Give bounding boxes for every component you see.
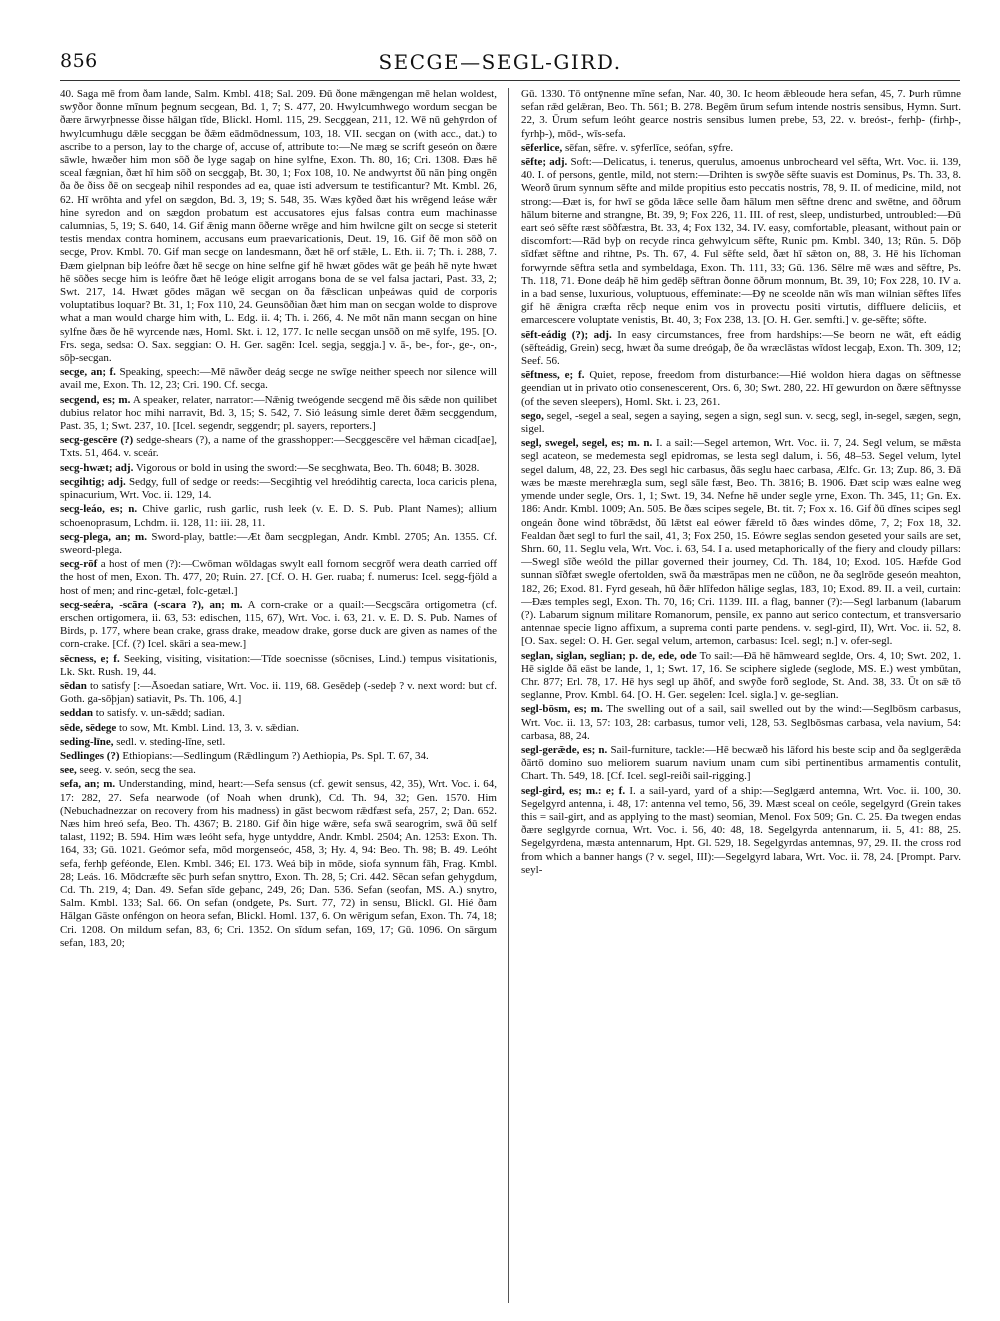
header-rule (60, 80, 960, 81)
dictionary-entry (60, 366, 497, 392)
dictionary-entry (521, 156, 961, 328)
dictionary-entry (60, 653, 497, 679)
entry-text: segel, -segel a seal, segen a saying, segen a sign, segl sun. v. secg, segl, in-segel, sægen, segn, sigel. (521, 409, 961, 436)
dictionary-entry (521, 744, 961, 784)
entry-headword: Sedlinges (?) (60, 749, 120, 762)
entry-headword: seding-līne, (60, 735, 114, 748)
entry-text: The swelling out of a sail, sail swelled out by the wind:—Seglbōsm carbasus, Wrt. Voc. ii. 13, 57: 103, 28: carbasus, tumor veli, 128, 53. Seglbōsmas carbasa, vela navium, 54: carbasa, 88, 24. (521, 703, 961, 742)
entry-headword: sefa, an; m. (60, 778, 116, 791)
entry-text: I. a sail-yard, yard of a ship:—Seglgærd antemna, Wrt. Voc. ii. 100, 30. Segelgyrd antenna, i. 48, 17: antenna vel temo, 56, 39. Mæst sceal on ceóle, segelgyrd (Grein takes this = sail-girt, and as applying to the mast) seomian, Menol. Fox 509; Gn. C. 25. Ða twegen endas ðære seglgyrde cornua, Wrt. Voc. i. 56, 40: 48, 18. Segelgyrda antennarum, ii. 5, 41: 88, 25. Segelgyrdena, mæsta antennarum, Hpt. Gl. 529, 18. Segelgyrdas antemnas, 97, 29. II. the cross rod from which a banner hangs (? v. segel, III):—Segelgyrd labara, Wrt. Voc. ii. 78, 24. [Prompt. Parv. seyl- (521, 784, 961, 876)
entry-headword: sēfte; adj. (521, 156, 568, 169)
entry-headword: secg-seǽra, -scāra (-scara ?), an; m. (60, 598, 243, 611)
entry-text: Ethiopians:—Sedlingum (Rǣdlingum ?) Aethiopia, Ps. Spl. T. 67, 34. (119, 749, 429, 762)
dictionary-entry (60, 764, 497, 777)
entry-headword: segl-gerǣde, es; n. (521, 743, 608, 756)
entry-headword: segl, swegel, segel, es; m. n. (521, 437, 653, 450)
dictionary-entry (521, 785, 961, 877)
entry-headword: sego, (521, 409, 544, 422)
dictionary-entry (60, 722, 497, 735)
dictionary-entry (60, 599, 497, 652)
entry-text: Vigorous or bold in using the sword:—Se secghwata, Beo. Th. 6048; B. 3028. (133, 461, 480, 474)
entry-headword: segl-bōsm, es; m. (521, 703, 603, 716)
entry-text: Sedgy, full of sedge or reeds:—Secgihtig vel hreódihtig carecta, loca caricis plena, spinacurium, Wrt. Voc. ii. 129, 14. (60, 475, 497, 502)
dictionary-entry (60, 88, 497, 365)
dictionary-entry (60, 750, 497, 763)
entry-text: Sword-play, battle:—Æt ðam secgplegan, Andr. Kmbl. 2705; An. 1355. Cf. sweord-plega. (60, 530, 497, 556)
page-header (0, 50, 1000, 76)
entry-headword: secgihtig; adj. (60, 475, 126, 488)
entry-text: sedl. v. steding-līne, setl. (113, 735, 226, 748)
dictionary-entry (521, 329, 961, 369)
entry-headword: secg-rōf (60, 558, 98, 571)
dictionary-entry (60, 531, 497, 557)
entry-text: 40. Saga mē from ðam lande, Salm. Kmbl. 418; Sal. 209. Ðū ðone mǣngengan mē helan woldest, swȳðor ðonne mīnum þegnum secgean, Bd. 1, 7; S. 477, 20. Hwylcumhwego wordum secgan be ðære ārwyrþnesse ðisse hālgan tīde, Blickl. Homl. 115, 29. Secggean, 211, 12. Wē nū gehȳrdon of hwylcumhugu dǣle secggan be ðǣm eādmōdnessum, 103, 18. VII. secgan on (with acc., dat.) to ascribe to a person, lay to the charge of, accuse of, attribute to:—Ne mæg se scrift geseón on ðære sāwle, hwæðer him mon sōð ðe lyge sagaþ on hine sylfne, Exon. Th. 80, 16; Cri. 1308. Ðæs hē sceal fægnian, ðæt hī him sōð on secggaþ, Bt. 30, 1; Fox 108, 10. Ne andwyrtst ðū nān þing ongēn ða ðe ðiss ðē on secgeaþ nihil respondes ad ea, quae isti adversum te testificantur? Mt. Kmbl. 26, 62. Hī wrōhta and yfel on sægdon, Bd. 3, 19; S. 548, 35. Wæs kȳðed ðæt his wrēgend leáse wǣr hine syredon and on sægdon probatum est accusatores ejus falsas contra eum machinasse calumnias, 5, 19; S. 640, 14. Gif ǣnig mann ōðerne wrēge and him hwilcne gilt on secge si steterit testis mendax contra hominem, accusans eum praevaricationis, Deut. 19, 16. Gif ðē mon sōð on secge, Prov. Kmbl. 70. Gif man secge on landesmann, ðæt hē orf stǣle, L. Eth. ii. 7; Th. i. 288, 7. Ðæm gielpnan biþ leófre ðæt hē secge on hine selfne gif hē hwæt gōdes wāt ge þeáh hē nyte hwæt hē sōðes secge him is leófre ðæt hē leóge eligit arrogans bona de se vel falsa jactari, Past. 33, 2; Swt. 217, 14. Hwæt gōdes māgan wē secgan on ða fǣsclican unþeáwas quid de corporis voluptatibus loquar? Bt. 31, 1; Fox 110, 24. Geunsōðian ðæt him man on secgan wolde to disprove what a man would charge him with, L. Edg. ii. 4; Th. i. 266, 4. Ne mōt nān mann secgan on hine sylfne ðæs ðe hē wyrcende næs, Homl. Skt. i. 12, 177. Ic nelle secgan unsōð on mē sylfe, 195. [O. Frs. sega, sedsa: O. Sax. seggian: O. H. Ger. sagēn: Icel. segja, seggja.] v. ā-, be-, for-, ge-, on-, sōþ-secgan. (60, 88, 497, 365)
entry-headword: secg-leáo, es; n. (60, 503, 138, 516)
entry-text: A corn-crake or a quail:—Secgscāra ortigometra (cf. erschen ortigomera, ii. 63, 53: edischen, 115, 67), Wrt. Voc. i. 63, 21. v. E. D. S. Pub. Names of Birds, p. 177, where bean crake, grass drake, meadow drake, gorse duck are given as names of the corn-crake. [Cf. (?) Icel. skāri a sea-mew.] (60, 598, 497, 651)
dictionary-entry (60, 503, 497, 529)
dictionary-entry (521, 437, 961, 648)
entry-headword: see, (60, 764, 77, 777)
dictionary-entry (60, 736, 497, 749)
dictionary-entry (60, 778, 497, 950)
entry-text: I. a sail:—Segel artemon, Wrt. Voc. ii. 7, 24. Segl velum, se mǣsta segl acateon, se medemesta segl epidromas, se lesta segl dalum, i. 56, 48–53. Segel velum, lytel segel dalum, 48, 22, 23. Ðes segl hic carbasus, ðās seglu haec carbasa, Ælfc. Gr. 13; Zup. 86, 3. Ðā wæs be mæste merehrægla sum, segl sāle fæst, Beo. Th. 3816; B. 1906. Ðæt scip wæs ealne weg ymende under segle, Ors. 1, 1; Swt. 19, 34. Nefne hē under segle yrne, Exon. Th. 345, 11; Gn. Ex. 186: Andr. Kmbl. 1009; An. 505. Be ðæs scipes segele, Bt. tit. 7; Fox x. 16. Gif ðū dīnes scipes segl ongeán ðone wind tōbrǣdst, ðū lǣtst eal eówer fǣreld tō ðæs windes dōme, 7, 2; Fox 18, 32. Fealdan ðæt segl to furl the sail, 41, 3; Fox 250, 15. Eówre seglas sendon geseted your sails are set, Shrn. 60, 11. Seglu vela, Wrt. Voc. i. 63, 54. I a. used metaphorically of the fiery and cloudy pillars:—Swegl sīðe weóld the pillar governed their journey, Cd. Th. 184, 10; Exod. 105. Hæfde God sunnan sīðfæt swegle ofertolden, swā ða mæstrāpas men ne cūðon, ne ða seglrōde geseón meahton, 182, 26; Exod. 81. Fyrd geseah, hū ðǣr hlīfedon hālige seglas, 183, 10; Exod. 89. II. a veil, curtain:—Ðæs temples segl, Exon. Th. 70, 16; Cri. 1139. III. a flag, banner (?):—Segl larbanum (labarum (?). Labarum signum militare Romanorum, pensile, ex panno aut serico contectum, et transversario antennae specie ligno affixum, a suprema conti parte pendens. v. segl-gird, II), Wrt. Voc. ii. 52, 8. [O. Sax. segel: O. H. Ger. segal velum, artemon, carbasus: Icel. segl; n.] v. ofer-segl. (521, 437, 961, 648)
entry-headword: seglan, siglan, seglian; p. de, ede, ode (521, 649, 697, 662)
entry-text: In easy circumstances, free from hardships:—Se beorn ne wāt, eft eádig (sēfteádig, Grein) secg, hwæt ða sume dreógaþ, ðe ða wræclāstas wīdost lecgaþ, Exon. Th. 309, 12; Seef. 56. (521, 328, 961, 368)
entry-text: Gū. 1330. Tō ontȳnenne mīne sefan, Nar. 40, 30. Ic heom ǣbleoude hera sefan, 45, 7. Þurh rūmne sefan rǣd gelǣran, Beo. Th. 561; B. 278. Begēm ūrum sefum intende nostris sensibus, Hymn. Surt. 22, 3. Ūrum sefum leóht gearce nostris sensibus lumen prebe, 53, 22. v. breóst-, ferhþ- (firhþ-, fyrhþ-), mōd-, wīs-sefa. (521, 88, 961, 140)
entry-text: Chive garlic, rush garlic, rush leek (v. E. D. S. Pub. Plant Names); allium schoenoprasum, Lchdm. ii. 128, 11: iii. 28, 11. (60, 503, 497, 529)
entry-text: sedge-shears (?), a name of the grasshopper:—Secggescēre vel hǣman cicad[ae], Txts. 51, 464. v. sceár. (60, 434, 497, 460)
entry-text: sēfan, sēfre. v. sȳferlīce, seófan, sȳfre. (562, 141, 734, 154)
entry-headword: sēft-eádig (?); adj. (521, 328, 612, 341)
entry-headword: segl-gird, es; m.: e; f. (521, 784, 626, 797)
entry-headword: sēcness, e; f. (60, 652, 120, 665)
dictionary-entry (60, 707, 497, 720)
entry-text: to sow, Mt. Kmbl. Lind. 13, 3. v. sǣdian. (116, 721, 300, 734)
entry-text: Sail-furniture, tackle:—Hē becwæð his lāford his beste scip and ða seglgerǣda ðārtō domino suo meliorem suarum navium unam cum sibi pertinentibus armamentis contulit, Chart. Th. 549, 18. [Cf. Icel. segl-reiði sail-rigging.] (521, 743, 961, 783)
dictionary-entry (60, 462, 497, 475)
entry-text: to satisfy [:—Āsoedan satiare, Wrt. Voc. ii. 119, 68. Gesēdeþ (-sedeþ ? v. next word: but cf. Goth. ga-sōþjan) satiavit, Ps. Th. 106, 4.] (60, 679, 497, 706)
dictionary-entry (60, 476, 497, 502)
dictionary-entry (521, 703, 961, 743)
entry-text: a host of men (?):—Cwōman wōldagas swylt eall fornom secgrōf wera death carried off the host of men, Exon. Th. 477, 20; Ruin. 27. [Cf. O. H. Ger. ruaba; f. numerus: Icel. segg-fjöld a host of men; and rinc-getæl, folc-getæl.] (60, 558, 497, 597)
entry-headword: secg-hwæt; adj. (60, 461, 134, 474)
entry-text: Understanding, mind, heart:—Sefa sensus (cf. gewit sensus, 42, 35), Wrt. Voc. i. 64, 17: 282, 27. Sefa nearwode (of Noah when drunk), Cd. Th. 94, 32; Gen. 1570. Him (Nebuchadnezzar on recovery from his madness) in gāst becwom rǣdfæst sefa, 257, 2; Dan. 652. Næs him hreó sefa, Beo. Th. 4367; B. 2180. Gif ðin hige wǣre, sefa swā searogrim, swā ðū self talast, 1192; B. 594. Him wæs leóht sefa, hyge untyddre, Andr. Kmbl. 2504; An. 1253: Exon. Th. 164, 33; Gū. 1021. Geómor sefa, mōd morgenseóc, 458, 3; Hy. 4, 94: Beo. Th. 98; B. 49. Leóht sefa, ferhþ geféonde, Elen. Kmbl. 346; El. 173. Weá biþ in mōde, siofa synnum fāh, Frag. Kmbl. 28; Leás. 16. Mōdcræfte sēc þurh sefan snyttro, Exon. Th. 28, 5; Cri. 442. Sēcan sefan gehygdum, Cd. Th. 219, 4; Dan. 49. Sefan sīde geþanc, 249, 26; Dan. 536. Sefan (seofan, MS. A.) snytro, Salm. Kmbl. 133; Sal. 66. On sefan (ondgete, Ps. Surt. 77, 72) in sensu, Blickl. Gl. Hié ðam Hālgan Gāste onféngon on heora sefan, Blickl. Homl. 137, 6. On wērigum sefan, Exon. Th. 74, 18; Cri. 1208. On mildum sefan, 83, 6; Cri. 1352. On sīdum sefan, 169, 17; Gū. 1096. On sārgum sefan, 183, 20; (60, 778, 497, 949)
column-divider (508, 88, 509, 1303)
entry-headword: sēdan (60, 679, 87, 692)
entry-headword: secg-plega, an; m. (60, 530, 147, 543)
page-number: 856 (60, 50, 98, 72)
entry-text: seeg. v. seón, secg the sea. (76, 764, 196, 777)
dictionary-entry (521, 410, 961, 436)
entry-text: to satisfy. v. un-sǣdd; sadian. (93, 707, 225, 720)
entry-headword: sēftness, e; f. (521, 369, 585, 382)
entry-headword: secge, an; f. (60, 366, 116, 379)
entry-text: To sail:—Ðā hē hāmweard seglde, Ors. 4, 10; Swt. 202, 1. Hē siglde ðā eāst be lande, 1, 1; Swt. 17, 16. Se sciphere siglede (seglode, MS. E.) west ymbūtan, Chr. 877; Erl. 78, 17. Hē hys segl up āhōf, and swȳðe forð seglode, St. And. 38, 33. Ūt on sǣ tō seglanne, Prov. Kmbl. 64. [O. H. Ger. segelen: Icel. sigla.] v. ge-seglian. (521, 649, 961, 702)
dictionary-entry (521, 88, 961, 141)
entry-headword: seddan (60, 707, 94, 720)
dictionary-entry (60, 434, 497, 460)
dictionary-entry (60, 680, 497, 706)
dictionary-entry (521, 142, 961, 155)
running-head: SECGE—SEGL-GIRD. (378, 50, 622, 74)
entry-text: Quiet, repose, freedom from disturbance:—Hié woldon hiera dagas on sēftnesse geendian ut in privato otio consenescerent, Ors. 6, 30; Swt. 280, 22. Hī gewurdon on ðære sēftnysse (of the seven sleepers), Homl. Skt. i. 23, 261. (521, 369, 961, 408)
dictionary-entry (60, 558, 497, 598)
entry-text: A speaker, relater, narrator:—Nǣnig tweógende secgend mē ðis sǣde non quilibet dubius relator hoc mihi narravit, Bd. 3, 15; S. 542, 7. Sió leásung simle deret ðǣm secggendum, Past. 35, 1; Swt. 237, 10. [Icel. segendr, seggendr; pl. sayers, reporters.] (60, 393, 497, 433)
entry-headword: sēferlice, (521, 141, 563, 154)
entry-text: Soft:—Delicatus, i. tenerus, querulus, amoenus unbrocheard vel sēfta, Wrt. Voc. ii. 139, 40. I. of persons, gentle, mild, not stern:—Drihten is swȳðe sēfte suavis est Dominus, Ps. Th. 33, 8. Weorð ūrum synnum sēfte and milde propitius esto peccatis nostris, 78, 9. II. of medicine, mild, not strong:—Ðæt is, for hwī se gōda lǣce selle ðam hālum men sēftne drenc and swētne, and ōðrum hālum biterne and strangne, Bt. 39, 9; Fox 226, 11. III. of rest, sleep, undisturbed, untroubled:—Ðū eart seó sēfte ræst sōðfæstra, Bt. 33, 4; Fox 132, 34. IV. easy, comfortable, pleasant, without pain or discomfort:—Rād byþ on recyde rinca gehwylcum sēfte, Runic pm. Kmbl. 340, 13; Rūn. 5. Dōþ sīdfæt sēftne and rihtne, Ps. Th. 67, 4. Ful sēfte seld, ðæt hī sǣton on, 88, 3. Hē his līchoman forwyrnde sēftra setla and symbeldaga, Exon. Th. 111, 33; Gū. 136. Sēlre mē wæs and sēftre, Ps. Th. 118, 71. Ðone deáþ hē him gedēþ sēftran ðonne ōðrum monnum, Bt. 39, 10; Fox 228, 10. IV a. in a bad sense, luxurious, voluptuous, effeminate:—Ðȳ ne sceolde nān wīs man wilnian sēftes līfes gif hē ǣnigra cræfta rēcþ neque enim vos in provectu positi virtutis, diffluere deliciis, et emarcescere voluptate venistis, Bt. 40, 3; Fox 238, 13. [O. H. Ger. semfti.] v. ge-sēfte; sōfte. (521, 156, 961, 327)
dictionary-entry (60, 394, 497, 434)
left-column (60, 88, 497, 1303)
entry-text: Speaking, speech:—Mē nāwðer deág secge ne swīge neither speech nor silence will avail me, Exon. Th. 12, 23; Cri. 190. Cf. secga. (60, 366, 497, 392)
entry-headword: secg-gescēre (?) (60, 434, 134, 447)
entry-text: Seeking, visiting, visitation:—Tīde soecnisse (sōcnises, Lind.) tempus visitationis, Lk. Skt. Rush. 19, 44. (60, 652, 497, 678)
entry-headword: sēde, sēdege (60, 721, 117, 734)
entry-headword: secgend, es; m. (60, 393, 131, 406)
dictionary-entry (521, 650, 961, 703)
right-column (521, 88, 961, 1303)
dictionary-entry (521, 369, 961, 409)
